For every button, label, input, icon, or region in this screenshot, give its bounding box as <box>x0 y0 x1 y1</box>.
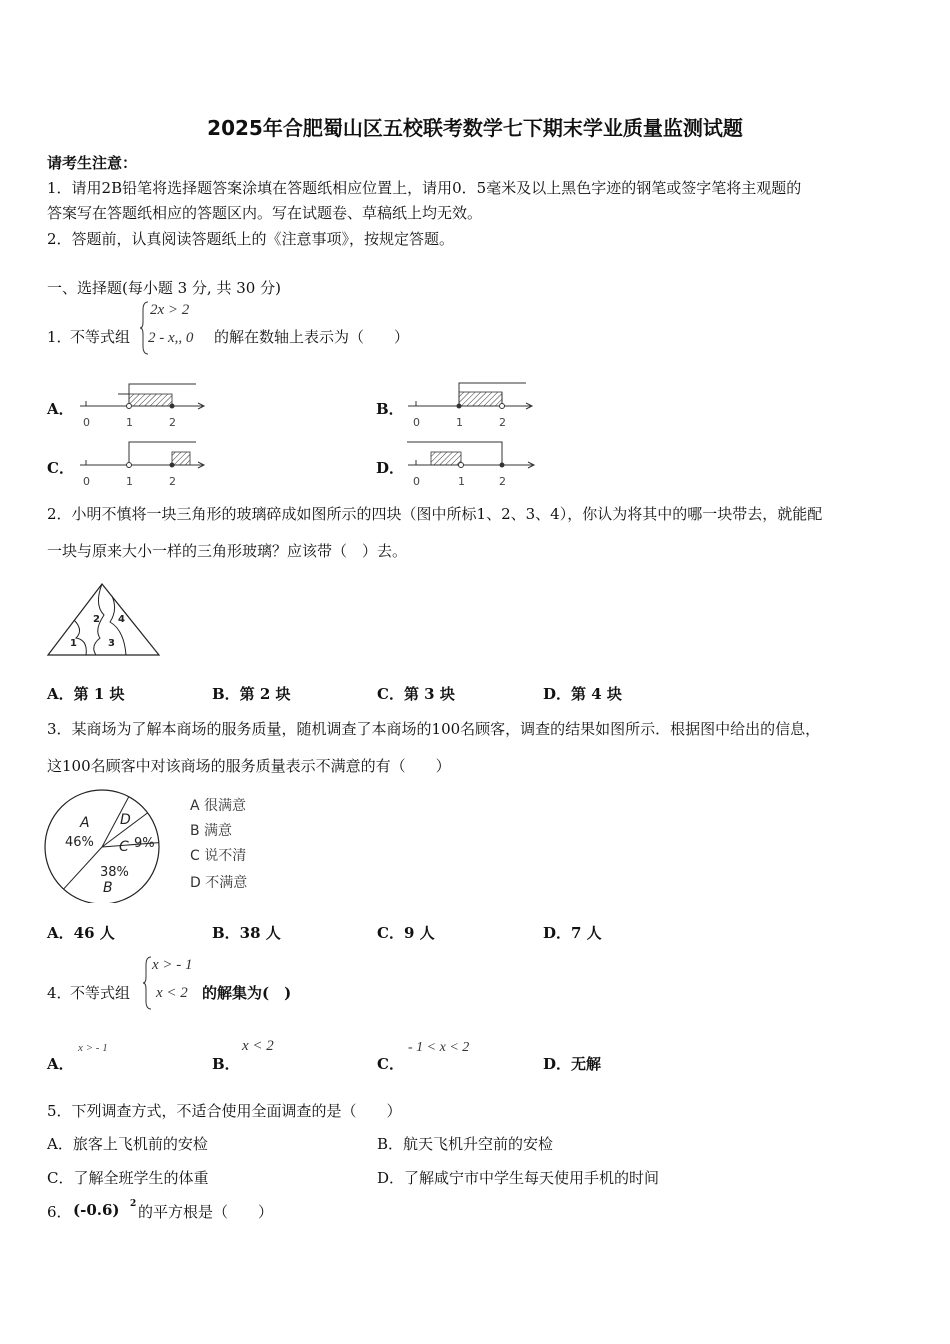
piece-label: 2 <box>93 614 100 625</box>
q1-option-d-label: D． <box>376 459 405 477</box>
q5-option-a: A．旅客上飞机前的安检 <box>47 1135 208 1153</box>
tick-label: 0 <box>83 416 90 429</box>
slice-label: D <box>120 812 131 828</box>
q4-number: 4． <box>47 984 72 1002</box>
legend-item: A 很满意 <box>190 798 247 814</box>
tick-label: 1 <box>126 475 133 488</box>
q3-option-c: C．9 人 <box>377 924 435 942</box>
slice-value: 9% <box>134 836 155 851</box>
q1-option-a-number-line <box>76 378 216 434</box>
q6-exponent: 2 <box>130 1199 137 1209</box>
q1-system-line-1: 2x > 2 <box>150 302 190 318</box>
q6-rest: 的平方根是（ ） <box>138 1203 274 1221</box>
q1-prefix: 不等式组 <box>70 328 131 346</box>
q1-system-line-2: 2 - x,, 0 <box>148 330 194 346</box>
slice-value: 46% <box>65 835 94 850</box>
q1-option-a-label: A． <box>47 400 74 418</box>
tick-label: 2 <box>169 475 176 488</box>
tick-label: 2 <box>169 416 176 429</box>
q2-option-d: D．第 4 块 <box>543 685 622 703</box>
q3-stem-line-1: 3．某商场为了解本商场的服务质量，随机调查了本商场的100名顾客，调查的结果如图所示．根据图中给出的信息， <box>47 720 821 738</box>
q4-option-b-label: B． <box>212 1055 240 1073</box>
q4-system-line-2: x < 2 <box>156 985 188 1001</box>
q4-prefix: 不等式组 <box>70 984 131 1002</box>
legend-item: B 满意 <box>190 823 233 839</box>
notice-line-1b: 答案写在答题纸相应的答题区内。写在试题卷、草稿纸上均无效。 <box>47 204 483 222</box>
q6-number: 6． <box>47 1203 72 1221</box>
legend-item: D 不满意 <box>190 875 248 891</box>
tick-label: 1 <box>126 416 133 429</box>
page-title: 2025年合肥蜀山区五校联考数学七下期末学业质量监测试题 <box>207 116 743 140</box>
q4-system-line-1: x > - 1 <box>152 957 193 973</box>
notice-line-1a: 1．请用2B铅笔将选择题答案涂填在答题纸相应位置上，请用0．5毫米及以上黑色字迹的钢笔或签字笔将主观题的 <box>47 179 802 197</box>
q1-option-d-number-line <box>404 438 544 494</box>
slice-value: 38% <box>100 865 129 880</box>
q2-option-c: C．第 3 块 <box>377 685 455 703</box>
slice-label: A <box>80 815 90 831</box>
q1-brace <box>140 300 150 356</box>
q3-option-d: D．7 人 <box>543 924 602 942</box>
tick-label: 1 <box>458 475 465 488</box>
notice-heading: 请考生注意： <box>47 154 138 172</box>
tick-label: 2 <box>499 475 506 488</box>
q5-option-d: D．了解咸宁市中学生每天使用手机的时间 <box>377 1169 660 1187</box>
q5-option-c: C．了解全班学生的体重 <box>47 1169 209 1187</box>
piece-label: 1 <box>70 638 77 649</box>
slice-label: B <box>103 880 113 896</box>
q2-option-b: B．第 2 块 <box>212 685 291 703</box>
q4-option-b-expr: x < 2 <box>242 1038 274 1054</box>
q2-stem-line-1: 2．小明不慎将一块三角形的玻璃碎成如图所示的四块（图中所标1、2、3、4），你认为将其中的哪一块带去，就能配 <box>47 505 823 523</box>
section-heading: 一、选择题(每小题 3 分, 共 30 分) <box>47 279 281 297</box>
q1-number: 1． <box>47 328 72 346</box>
q3-stem-line-2: 这100名顾客中对该商场的服务质量表示不满意的有（ ） <box>47 757 451 775</box>
notice-line-2: 2．答题前，认真阅读答题纸上的《注意事项》，按规定答题。 <box>47 230 455 248</box>
q5-stem: 5．下列调查方式，不适合使用全面调查的是（ ） <box>47 1102 402 1120</box>
tick-label: 1 <box>456 416 463 429</box>
q5-option-b: B．航天飞机升空前的安检 <box>377 1135 554 1153</box>
tick-label: 0 <box>413 475 420 488</box>
piece-label: 4 <box>118 614 125 625</box>
q4-option-d: D．无解 <box>543 1055 602 1073</box>
q6-base: (-0.6) <box>73 1201 120 1219</box>
tick-label: 2 <box>499 416 506 429</box>
q4-suffix: 的解集为( ) <box>202 984 292 1002</box>
tick-label: 0 <box>413 416 420 429</box>
pie-chart <box>40 783 280 903</box>
q2-stem-line-2: 一块与原来大小一样的三角形玻璃？应该带（ ）去。 <box>47 542 408 560</box>
q1-option-b-label: B． <box>376 400 404 418</box>
q3-option-a: A．46 人 <box>47 924 115 942</box>
q2-option-a: A．第 1 块 <box>47 685 125 703</box>
q1-option-b-number-line <box>404 378 544 434</box>
q1-suffix: 的解在数轴上表示为（ ） <box>214 328 410 346</box>
q4-option-a-label: A． <box>47 1055 74 1073</box>
broken-triangle-figure <box>44 580 164 660</box>
legend-item: C 说不清 <box>190 848 247 864</box>
tick-label: 0 <box>83 475 90 488</box>
q4-option-a-expr: x > - 1 <box>78 1042 108 1054</box>
piece-label: 3 <box>108 638 115 649</box>
q4-option-c-label: C． <box>377 1055 404 1073</box>
q3-option-b: B．38 人 <box>212 924 281 942</box>
q4-option-c-expr: - 1 < x < 2 <box>408 1040 470 1055</box>
q1-option-c-label: C． <box>47 459 74 477</box>
slice-label: C <box>119 839 129 855</box>
q1-option-c-number-line <box>76 438 216 494</box>
